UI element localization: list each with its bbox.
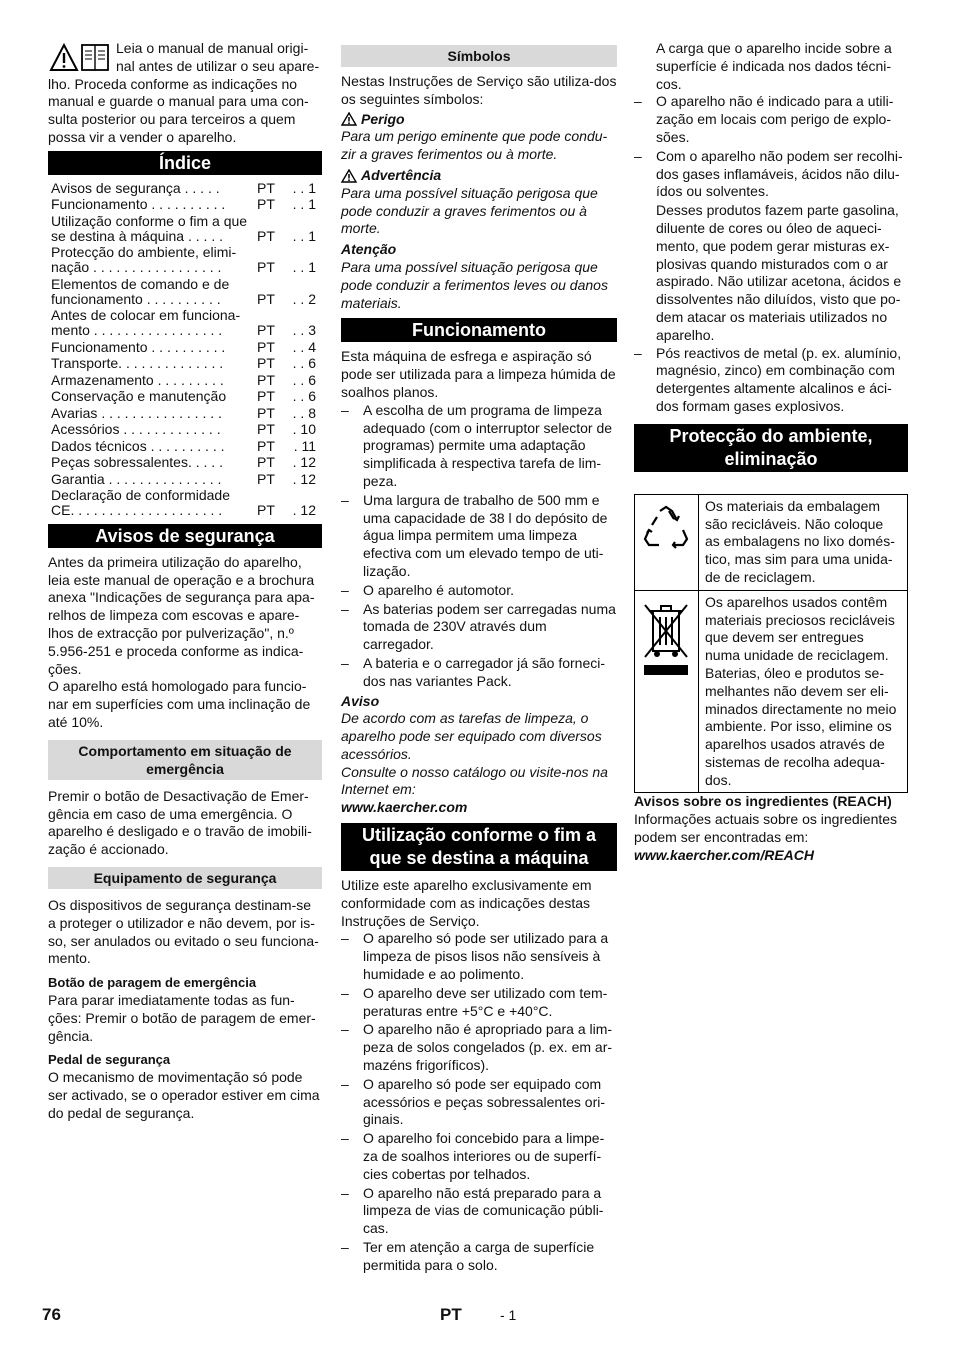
intro-text-top: Leia o manual de manual origi-nal antes de utilizar o seu apare- [116, 40, 320, 74]
toc-entry-page: . . 1 [292, 196, 316, 213]
toc-entry-page: . 12 [292, 454, 316, 471]
toc-entry-label: Acessórios . . . . . . . . . . . . . [51, 421, 221, 438]
caution-label: Atenção [341, 241, 397, 258]
toc-entry-label: Avisos de segurança . . . . . [51, 179, 220, 196]
toc-entry-page: . 10 [292, 421, 316, 438]
note-url: www.kaercher.com [341, 799, 468, 816]
toc-row[interactable] [48, 277, 322, 309]
toc-entry-page: . . 1 [292, 227, 316, 244]
toc-row[interactable] [48, 422, 322, 439]
solvents-text: Desses produtos fazem parte gasolina, diluente de cores ou óleo de aqueci-mento, que podem gerar misturas ex-plosivas quando misturados com o ar aspirado. Não utilizar acetona, ácidos e dissolventes não diluídos, visto que po-dem atacar os materiais utilizados no aparelho. [656, 202, 902, 343]
toc-entry-language: PT [257, 355, 275, 372]
toc-entry-label: Peças sobressalentes. . . . . [51, 454, 223, 471]
packaging-text: Os materiais da embalagem são recicláveis. Não coloque as embalagens no lixo domés-tico, mas sim para uma unida-de de reciclagem. [699, 494, 908, 590]
toc-row[interactable] [48, 455, 322, 472]
toc-row[interactable] [48, 308, 322, 340]
warning-manual-icon [48, 42, 112, 72]
note-text-1: De acordo com as tarefas de limpeza, o aparelho pode ser equipado com diversos acessórios. [341, 710, 602, 762]
equipment-text: Os dispositivos de segurança destinam-se a proteger o utilizador e não devem, por is-so, ser anulados ou evitado o seu funciona-mento. [48, 896, 319, 967]
intended-use-item: – Ter em atenção a carga de superfície permitida para o solo. [341, 1239, 617, 1275]
toc-entry-language: PT [257, 421, 275, 438]
function-heading: Funcionamento [341, 318, 617, 342]
footer-sub-page [500, 1306, 516, 1325]
toc-entry-label: Avarias . . . . . . . . . . . . . . . . [51, 404, 222, 421]
toc-entry-label: Utilização conforme o fim a que se destina à máquina . . . . . [51, 212, 248, 244]
toc-entry-label: Funcionamento . . . . . . . . . . [51, 338, 226, 355]
warning-text: Para uma possível situação perigosa que pode conduzir a graves ferimentos ou à morte. [341, 184, 598, 237]
intended-use-list-3 [634, 345, 908, 416]
toc-entry-language: PT [257, 227, 275, 244]
toc-row[interactable] [48, 197, 322, 214]
column-middle [341, 40, 617, 1276]
toc-entry-label: Declaração de conformidade CE. . . . . . . . . . . . . . . . . . . . [51, 487, 230, 519]
intended-use-intro: Utilize este aparelho exclusivamente em conformidade com as indicações destas Instruções de Serviço. [341, 877, 592, 929]
intended-use-item: – Pós reactivos de metal (p. ex. alumínio, magnésio, zinco) em combinação com detergentes altamente alcalinos e áci-dos formam gases explosivos. [634, 345, 908, 416]
toc-entry-label: Dados técnicos . . . . . . . . . . [51, 437, 225, 454]
intro-block [48, 40, 322, 147]
old-devices-text: Os aparelhos usados contêm materiais preciosos recicláveis que devem ser entregues numa unidade de reciclagem. Baterias, óleo e produtos se-melhantes não devem ser eli-minados directamente no meio ambiente. Por isso, elimine os aparelhos usados através de sistemas de recolha adequa-dos. [699, 590, 908, 793]
recycling-icon [639, 503, 693, 557]
toc-row[interactable] [48, 340, 322, 357]
reach-text: Informações actuais sobre os ingredientes podem ser encontradas em: [634, 811, 898, 846]
toc-entry-page: . . 6 [292, 371, 316, 388]
intro-text-bottom: lho. Proceda conforme as indicações no manual e guarde o manual para uma con-sulta posterior ou para terceiros a quem possa vir a vender o aparelho. [48, 75, 309, 145]
caution-text: Para uma possível situação perigosa que pode conduzir a ferimentos leves ou danos materiais. [341, 258, 608, 311]
environment-table [634, 494, 908, 794]
intended-use-list [341, 930, 617, 1274]
intended-use-item: – O aparelho só pode ser utilizado para a limpeza de pisos lisos não sensíveis à humidade e ao polimento. [341, 930, 617, 983]
reach-url: www.kaercher.com/REACH [634, 846, 814, 863]
toc-entry-label: Antes de colocar em funciona-mento . . . . . . . . . . . . . . . . . [51, 307, 241, 339]
emergency-stop-text: Para parar imediatamente todas as fun-ções: Premir o botão de paragem de emer-gência. [48, 991, 316, 1044]
intended-use-list-2 [634, 93, 908, 201]
toc-entry-language: PT [257, 502, 275, 519]
column-right [634, 40, 908, 865]
intended-use-item: – O aparelho não está preparado para a limpeza de vias de comunicação públi-cas. [341, 1185, 617, 1238]
toc-row[interactable] [48, 439, 322, 456]
danger-label: Perigo [361, 110, 405, 127]
function-list [341, 402, 617, 691]
toc-row[interactable] [48, 389, 322, 406]
safety-pedal-text: O mecanismo de movimentação só pode ser activado, se o operador estiver em cima do pedal de segurança. [48, 1069, 320, 1121]
intended-use-item: – O aparelho só pode ser equipado com acessórios e peças sobressalentes ori-ginais. [341, 1076, 617, 1129]
toc-entry-language: PT [257, 196, 275, 213]
warning-label-row [341, 167, 617, 185]
toc-row[interactable] [48, 214, 322, 246]
toc-row[interactable] [48, 245, 322, 277]
intended-use-item: – O aparelho foi concebido para a limpe-za de soalhos interiores ou de superfí-cies cobertas por telhados. [341, 1130, 617, 1183]
function-intro: Esta máquina de esfrega e aspiração só pode ser utilizada para a limpeza húmida de soalhos planos. [341, 348, 616, 400]
toc-entry-page: . 11 [293, 437, 316, 454]
toc-entry-language: PT [257, 388, 275, 405]
toc-entry-page: . . 6 [292, 388, 316, 405]
function-list-item: – As baterias podem ser carregadas numa tomada de 230V através dum carregador. [341, 601, 617, 654]
danger-label-row [341, 111, 617, 129]
toc-entry-page: . . 8 [292, 404, 316, 421]
intended-use-continuation: A carga que o aparelho incide sobre a superfície é indicada nos dados técni-cos. [656, 40, 892, 92]
toc-entry-language: PT [257, 437, 275, 454]
toc-entry-language: PT [257, 404, 275, 421]
toc-row[interactable] [48, 406, 322, 423]
safety-pedal-heading: Pedal de segurança [48, 1052, 171, 1068]
toc-entry-language: PT [257, 290, 275, 307]
toc-entry-page: . . 2 [292, 290, 316, 307]
note-text-2: Consulte o nosso catálogo ou visite-nos na Internet em: [341, 763, 608, 798]
toc-entry-label: Elementos de comando e de funcionamento . . . . . . . . . . [51, 275, 230, 307]
toc-entry-label: Garantia . . . . . . . . . . . . . . . [51, 470, 222, 487]
toc-entry-page: . . 4 [292, 338, 316, 355]
emergency-stop-heading: Botão de paragem de emergência [48, 975, 257, 991]
toc-row[interactable] [48, 181, 322, 198]
toc-entry-language: PT [257, 338, 275, 355]
toc-entry-page: . 12 [292, 502, 316, 519]
symbols-intro: Nestas Instruções de Serviço são utiliza-dos os seguintes símbolos: [341, 73, 617, 107]
toc-entry-page: . . 1 [292, 179, 316, 196]
toc-entry-language: PT [257, 371, 275, 388]
toc-row[interactable] [48, 356, 322, 373]
toc-entry-page: . . 3 [292, 322, 316, 339]
symbols-heading: Símbolos [341, 45, 617, 67]
toc-heading: Índice [48, 151, 322, 175]
warning-triangle-icon [341, 112, 357, 126]
warning-label: Advertência [361, 166, 442, 183]
toc-entry-label: Protecção do ambiente, elimi-nação . . . . . . . . . . . . . . . . . [51, 244, 237, 276]
toc-entry-page: . 12 [292, 470, 316, 487]
function-list-item: – A bateria e o carregador já são forneci-dos nas variantes Pack. [341, 655, 617, 691]
toc-entry-label: Transporte. . . . . . . . . . . . . . [51, 355, 224, 372]
intended-use-item: – O aparelho não é indicado para a utili-zação em locais com perigo de explo-sões. [634, 93, 908, 146]
safety-paragraph-1: Antes da primeira utilização do aparelho, leia este manual de operação e a brochura anexa "Indicações de segurança para apa-relhos de limpeza com escovas e apare-lhos de extracção por pulverização", n.º 5.956-251 e proceda conforme as indica-ções. [48, 553, 315, 677]
intended-use-heading: Utilização conforme o fim a que se destina a máquina [341, 823, 617, 871]
toc-entry-language: PT [257, 322, 275, 339]
danger-text: Para um perigo eminente que pode condu-zir a graves ferimentos ou à morte. [341, 128, 608, 163]
toc-entry-page: . . 1 [292, 259, 316, 276]
reach-heading: Avisos sobre os ingredientes (REACH) [634, 793, 892, 810]
intended-use-item: – Com o aparelho não podem ser recolhi-dos gases inflamáveis, ácidos não dilu-ídos ou solventes. [634, 148, 908, 201]
intended-use-item: – O aparelho deve ser utilizado com tem-peraturas entre +5°C e +40°C. [341, 985, 617, 1021]
column-left [48, 40, 322, 1123]
toc-entry-label: Funcionamento . . . . . . . . . . [51, 196, 226, 213]
emergency-heading: Comportamento em situação de emergência [48, 740, 322, 780]
toc-row[interactable] [48, 488, 322, 520]
equipment-heading: Equipamento de segurança [48, 867, 322, 889]
toc-entry-label: Armazenamento . . . . . . . . . [51, 371, 224, 388]
function-list-item: – Uma largura de trabalho de 500 mm e uma capacidade de 38 l do depósito de água limpa permitem uma limpeza efectiva com um elevado tempo de uti-lização. [341, 492, 617, 581]
warning-triangle-icon [341, 169, 357, 183]
toc-entry-label: Conservação e manutenção [51, 388, 227, 405]
toc-entry-language: PT [257, 454, 275, 471]
footer-sub-page-text: - 1 [500, 1307, 517, 1323]
function-list-item: – A escolha de um programa de limpeza adequado (com o interruptor selector de programas) permite uma adaptação simplificada à respectiva tarefa de lim-peza. [341, 402, 617, 491]
toc-entry-page: . . 6 [292, 355, 316, 372]
toc-entry-language: PT [257, 259, 275, 276]
toc-row[interactable] [48, 373, 322, 390]
intended-use-item: – O aparelho não é apropriado para a lim-peza de solos congelados (p. ex. em ar-mazéns frigoríficos). [341, 1021, 617, 1074]
note-label: Aviso [341, 692, 380, 709]
table-of-contents [48, 181, 322, 520]
environment-heading: Protecção do ambiente, eliminação [634, 424, 908, 472]
function-list-item: – O aparelho é automotor. [341, 582, 617, 600]
toc-row[interactable] [48, 472, 322, 489]
safety-paragraph-2: O aparelho está homologado para funcio-nar em superfícies com uma inclinação de até 10%. [48, 678, 311, 730]
toc-entry-language: PT [257, 179, 275, 196]
footer-language: PT [440, 1305, 462, 1324]
crossed-bin-icon [639, 599, 693, 679]
toc-entry-language: PT [257, 470, 275, 487]
page-number: 76 [42, 1305, 61, 1324]
safety-heading: Avisos de segurança [48, 524, 322, 548]
emergency-text: Premir o botão de Desactivação de Emer-gência em caso de uma emergência. O aparelho é desligado e o travão de imobili-zação é accionado. [48, 787, 312, 858]
